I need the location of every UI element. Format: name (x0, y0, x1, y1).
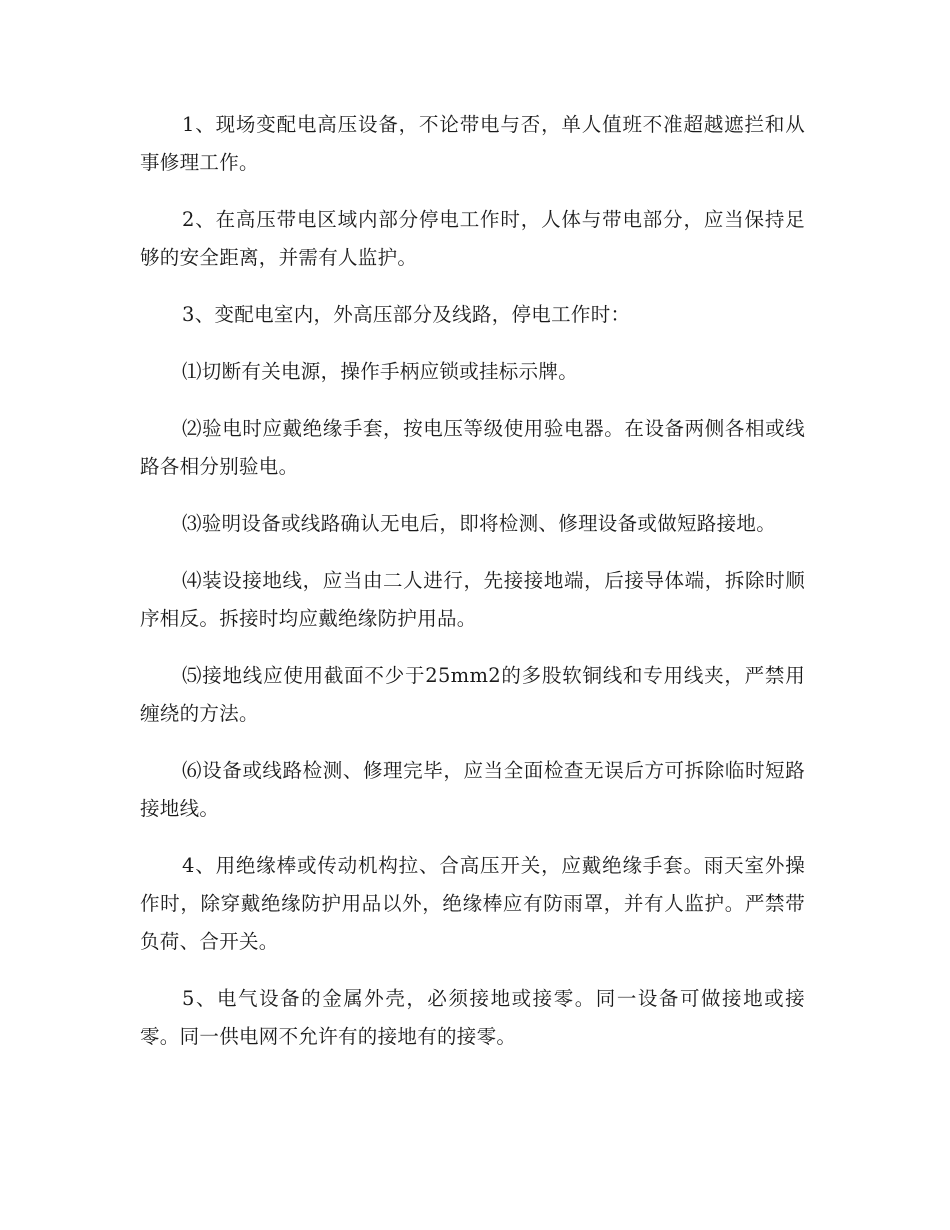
document-page (140, 106, 805, 1075)
paragraph-2: 2、在高压带电区域内部分停电工作时，人体与带电部分，应当保持足够的安全距离，并需有人监护。 (140, 208, 805, 269)
sub-item-5: ⑸接地线应使用截面不少于25mm2的多股软铜线和专用线夹，严禁用缠绕的方法。 (140, 664, 805, 725)
sub-item-6: ⑹设备或线路检测、修理完毕，应当全面检查无误后方可拆除临时短路接地线。 (140, 759, 805, 820)
sub-item-2: ⑵验电时应戴绝缘手套，按电压等级使用验电器。在设备两侧各相或线路各相分别验电。 (140, 417, 805, 478)
paragraph-5: 5、电气设备的金属外壳，必须接地或接零。同一设备可做接地或接零。同一供电网不允许有的接地有的接零。 (140, 987, 805, 1048)
paragraph-4: 4、用绝缘棒或传动机构拉、合高压开关，应戴绝缘手套。雨天室外操作时，除穿戴绝缘防护用品以外，绝缘棒应有防雨罩，并有人监护。严禁带负荷、合开关。 (140, 854, 805, 953)
sub-item-3: ⑶验明设备或线路确认无电后，即将检测、修理设备或做短路接地。 (182, 512, 777, 535)
paragraph-1: 1、现场变配电高压设备，不论带电与否，单人值班不准超越遮拦和从事修理工作。 (140, 113, 805, 174)
sub-item-4: ⑷装设接地线，应当由二人进行，先接接地端，后接导体端，拆除时顺序相反。拆接时均应戴绝缘防护用品。 (140, 569, 805, 630)
sub-item-1: ⑴切断有关电源，操作手柄应锁或挂标示牌。 (182, 360, 579, 383)
paragraph-3: 3、变配电室内，外高压部分及线路，停电工作时： (182, 303, 631, 326)
